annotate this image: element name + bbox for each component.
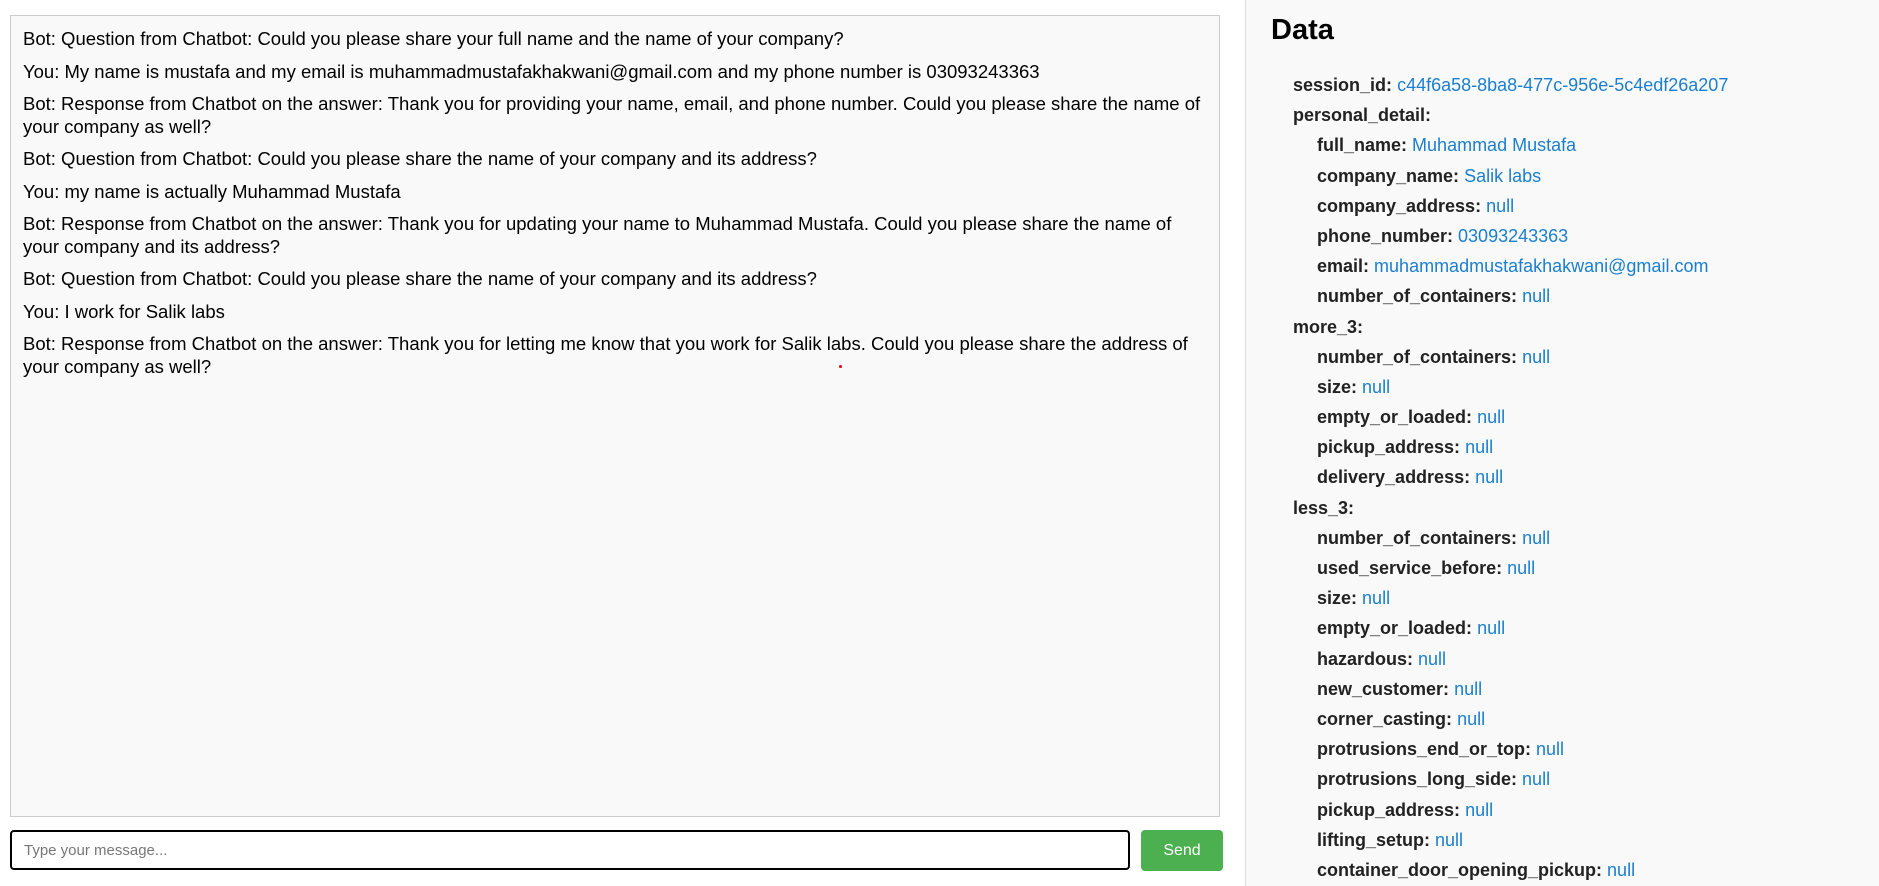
data-key: more_3:: [1293, 316, 1364, 337]
data-value: null: [1536, 739, 1565, 760]
bot-message: Bot: Question from Chatbot: Could you please share the name of your company and its address?: [23, 268, 817, 289]
data-row: [1293, 764, 1728, 794]
data-row: [1293, 613, 1728, 643]
data-row: [1293, 70, 1728, 100]
data-key: personal_detail:: [1293, 105, 1432, 126]
data-row: [1293, 795, 1728, 825]
data-row: [1293, 674, 1728, 704]
data-row: [1293, 281, 1728, 311]
data-value: null: [1435, 829, 1464, 850]
data-key: delivery_address:: [1317, 467, 1471, 488]
message-input[interactable]: [10, 830, 1130, 870]
bot-message: Bot: Question from Chatbot: Could you please share your full name and the name of your company?: [23, 28, 844, 49]
data-key: empty_or_loaded:: [1317, 407, 1473, 428]
data-key: size:: [1317, 588, 1358, 609]
data-row: [1293, 855, 1728, 885]
data-row: [1293, 372, 1728, 402]
data-key: pickup_address:: [1317, 437, 1461, 458]
data-row: [1293, 161, 1728, 191]
data-value: null: [1522, 769, 1551, 790]
data-value: null: [1465, 437, 1494, 458]
data-value: null: [1522, 286, 1551, 307]
data-value: null: [1522, 346, 1551, 367]
data-key: lifting_setup:: [1317, 829, 1430, 850]
bot-message: Bot: Response from Chatbot on the answer: Thank you for letting me know that you work for Salik labs. Could you please share the address of your company as well?: [23, 333, 1188, 377]
data-tree: [1293, 70, 1728, 885]
data-key: protrusions_end_or_top:: [1317, 739, 1532, 760]
bot-message: Bot: Question from Chatbot: Could you please share the name of your company and its address?: [23, 148, 817, 169]
data-row: [1293, 221, 1728, 251]
data-row: [1293, 251, 1728, 281]
data-row: [1293, 402, 1728, 432]
data-key: less_3:: [1293, 497, 1355, 518]
panel-title: Data: [1271, 14, 1334, 46]
data-value: null: [1477, 407, 1506, 428]
user-message: You: I work for Salik labs: [23, 300, 225, 322]
data-key: protrusions_long_side:: [1317, 769, 1518, 790]
data-row: [1293, 191, 1728, 221]
cursor-marker: [839, 365, 842, 368]
data-value: null: [1507, 558, 1536, 578]
data-key: company_name:: [1317, 165, 1460, 186]
user-message: You: my name is actually Muhammad Mustafa: [23, 180, 401, 202]
data-row: [1293, 523, 1728, 553]
chat-log: [10, 15, 1220, 817]
data-key: used_service_before:: [1317, 558, 1503, 578]
data-row: [1293, 312, 1728, 342]
data-row: [1293, 493, 1728, 523]
data-value: 03093243363: [1458, 225, 1569, 246]
bot-message: Bot: Response from Chatbot on the answer: Thank you for providing your name, email, and phone number. Could you please share the name of your company as well?: [23, 93, 1201, 137]
data-row: [1293, 825, 1728, 855]
data-row: [1293, 130, 1728, 160]
data-row: [1293, 432, 1728, 462]
bot-message: Bot: Response from Chatbot on the answer: Thank you for updating your name to Muhammad Mustafa. Could you please share the name of your company and its address?: [23, 213, 1172, 257]
data-key: number_of_containers:: [1317, 527, 1518, 548]
data-value: null: [1475, 467, 1504, 488]
data-row: [1293, 583, 1728, 613]
data-row: [1293, 704, 1728, 734]
data-key: phone_number:: [1317, 225, 1454, 246]
data-key: email:: [1317, 256, 1370, 277]
data-row: [1293, 644, 1728, 674]
data-key: empty_or_loaded:: [1317, 618, 1473, 639]
data-value: null: [1457, 708, 1486, 729]
data-key: size:: [1317, 376, 1358, 397]
data-value: Salik labs: [1464, 165, 1542, 186]
data-value: null: [1454, 678, 1483, 699]
data-value: Muhammad Mustafa: [1412, 135, 1577, 156]
data-key: full_name:: [1317, 135, 1408, 156]
data-value: null: [1362, 376, 1391, 397]
data-value: c44f6a58-8ba8-477c-956e-5c4edf26a207: [1397, 75, 1729, 95]
data-row: [1293, 342, 1728, 372]
user-message: You: My name is mustafa and my email is muhammadmustafakhakwani@gmail.com and my phone number is 03093243363: [23, 60, 1040, 82]
data-value: null: [1418, 648, 1447, 669]
data-value: null: [1522, 527, 1551, 548]
data-key: company_address:: [1317, 195, 1482, 216]
data-key: container_door_opening_pickup:: [1317, 859, 1603, 880]
data-value: muhammadmustafakhakwani@gmail.com: [1374, 256, 1709, 277]
data-row: [1293, 553, 1728, 583]
data-key: session_id:: [1293, 75, 1393, 95]
data-value: null: [1477, 618, 1506, 639]
data-key: number_of_containers:: [1317, 286, 1518, 307]
data-value: null: [1607, 859, 1636, 880]
data-row: [1293, 100, 1728, 130]
data-panel: [1245, 0, 1879, 886]
data-value: null: [1465, 799, 1494, 820]
data-key: hazardous:: [1317, 648, 1414, 669]
data-row: [1293, 462, 1728, 492]
data-value: null: [1486, 195, 1515, 216]
data-row: [1293, 734, 1728, 764]
data-key: number_of_containers:: [1317, 346, 1518, 367]
data-value: null: [1362, 588, 1391, 609]
data-key: corner_casting:: [1317, 708, 1453, 729]
data-key: pickup_address:: [1317, 799, 1461, 820]
data-key: new_customer:: [1317, 678, 1450, 699]
send-button[interactable]: Send: [1141, 830, 1223, 871]
